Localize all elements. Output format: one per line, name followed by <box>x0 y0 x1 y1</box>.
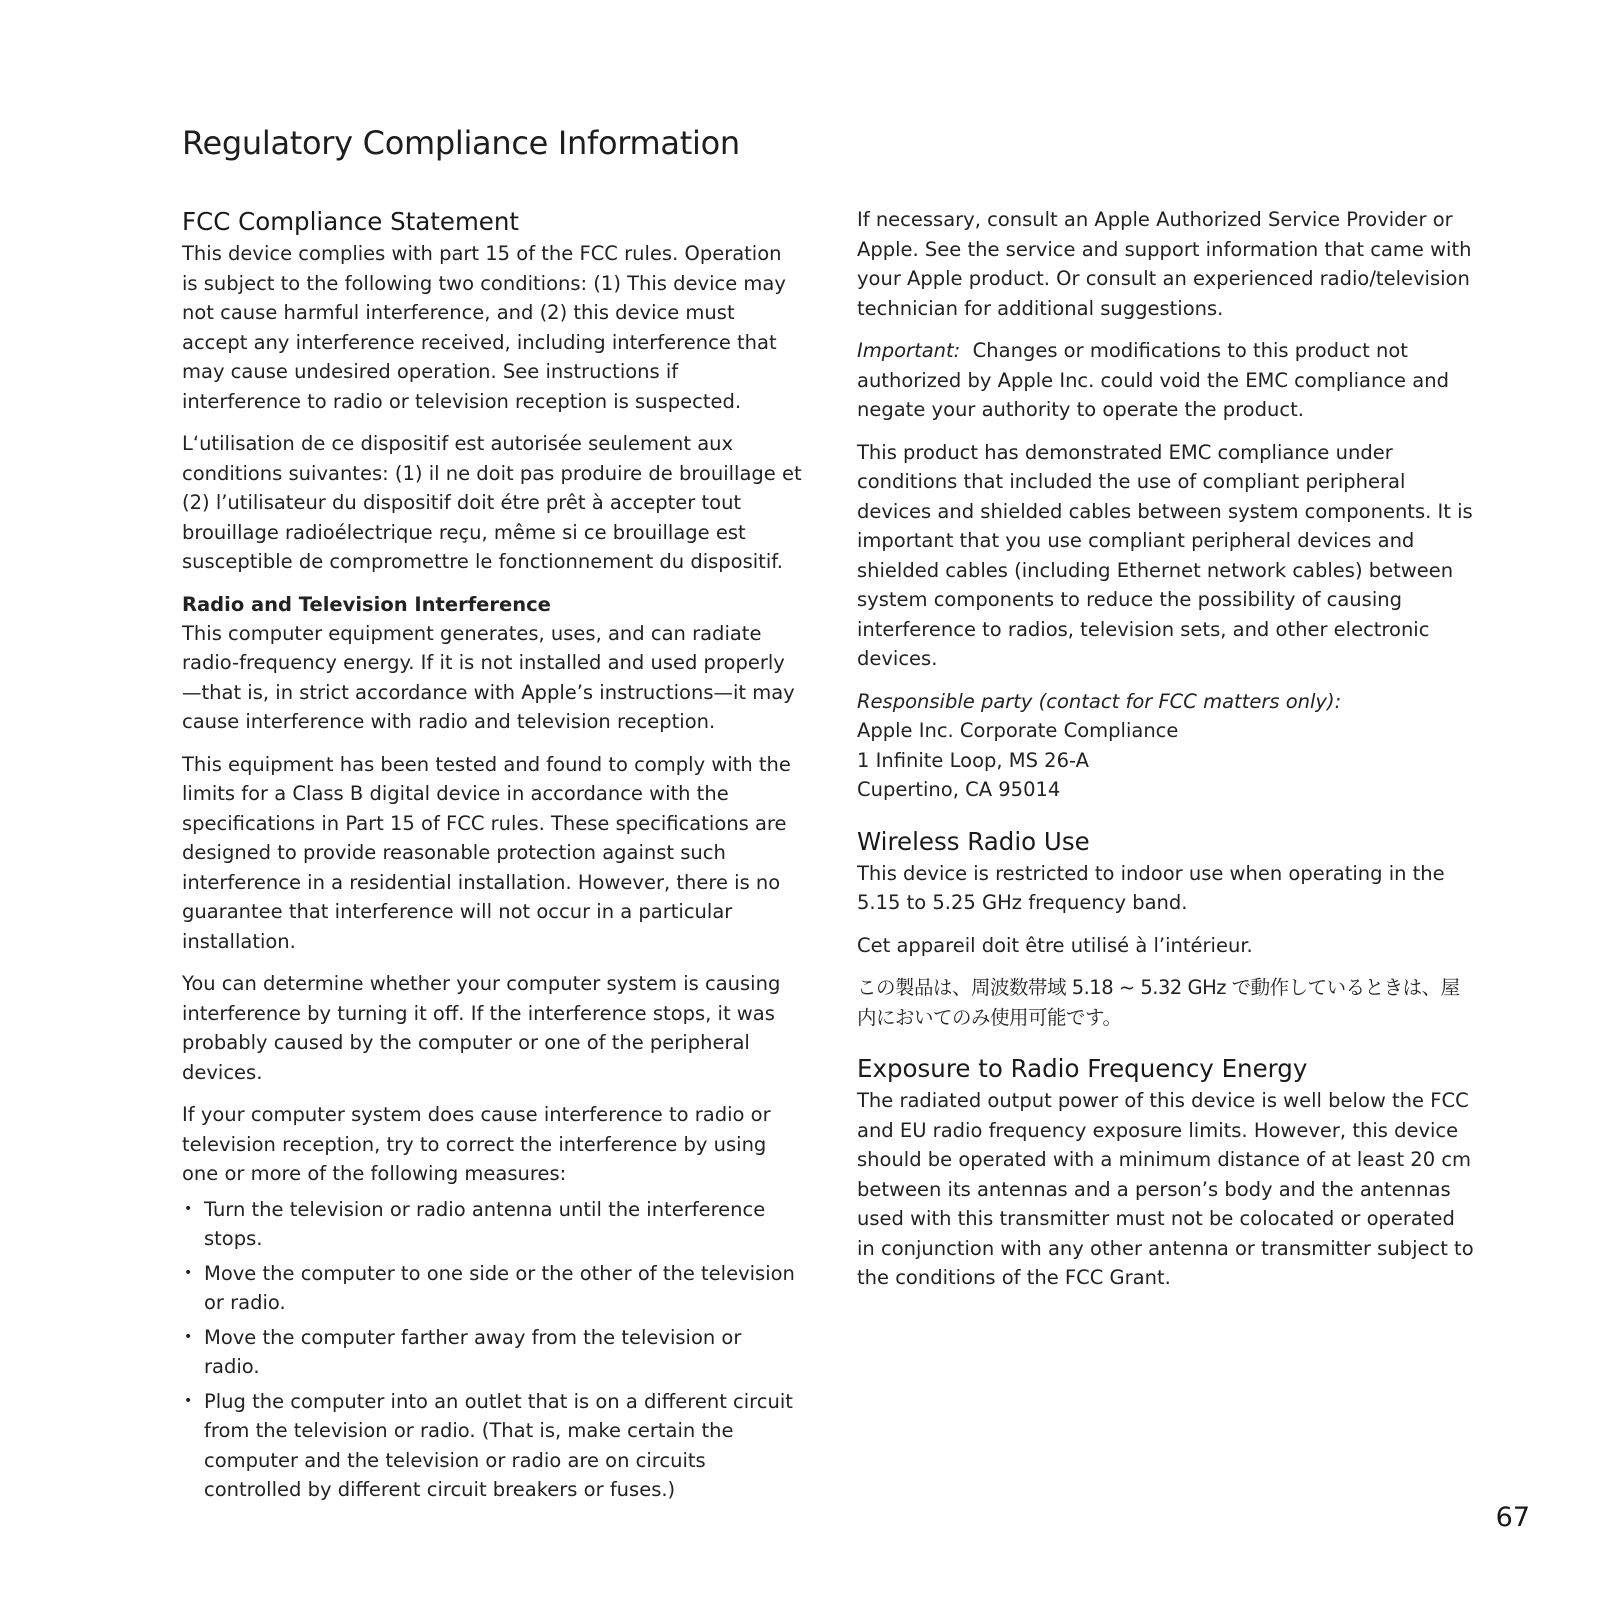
page-number: 67 <box>1495 1502 1530 1533</box>
important-text: Changes or modifications to this product not authorized by Apple Inc. could void the EMC compliance and negate your authority to operate the product. <box>857 339 1449 421</box>
list-item: • Plug the computer into an outlet that is on a different circuit from the television or radio. (That is, make certain the computer and the television or radio are on circuits controlled by different circuit breakers or fuses.) <box>182 1387 802 1505</box>
rtv-paragraph-3: You can determine whether your computer system is causing interference by turning it off. If the interference stops, it was probably caused by the computer or one of the peripheral devices. <box>182 972 781 1084</box>
wireless-paragraph: This device is restricted to indoor use when operating in the 5.15 to 5.25 GHz frequency band. <box>857 861 1445 914</box>
emc-paragraph: This product has demonstrated EMC compliance under conditions that included the use of compliant peripheral devices and shielded cables between system components. It is important that you use compliant peripheral devices and shielded cables (including Ethernet network cables) between system components to reduce the possibility of causing interference to radios, television sets, and other electronic devices. <box>857 440 1473 670</box>
consult-paragraph: If necessary, consult an Apple Authorized Service Provider or Apple. See the service and support information that came with your Apple product. Or consult an experienced radio/television technician for additional suggestions. <box>857 208 1472 320</box>
left-column <box>182 205 802 1510</box>
page-title: Regulatory Compliance Information <box>182 124 740 162</box>
radio-tv-interference-heading: Radio and Television Interference <box>182 592 551 616</box>
important-label: Important: <box>857 339 961 362</box>
list-item: • Turn the television or radio antenna until the interference stops. <box>182 1195 802 1254</box>
list-item: • Move the computer to one side or the other of the television or radio. <box>182 1259 802 1318</box>
wireless-french-paragraph: Cet appareil doit être utilisé à l’intérieur. <box>857 933 1253 957</box>
fcc-french-paragraph: L‘utilisation de ce dispositif est autorisée seulement aux conditions suivantes: (1) il ne doit pas produire de brouillage et (2) l’utilisateur du dispositif doit étre prêt à accepter tout brouillage radioélectrique reçu, même si ce brouillage est susceptible de compromettre le fonctionnement du dispositif. <box>182 432 802 573</box>
address-line-1: Apple Inc. Corporate Compliance <box>857 719 1179 742</box>
rtv-paragraph-4: If your computer system does cause interference to radio or television reception, try to correct the interference by using one or more of the following measures: <box>182 1103 771 1185</box>
address-line-2: 1 Infinite Loop, MS 26-A <box>857 748 1089 772</box>
rf-exposure-paragraph: The radiated output power of this device is well below the FCC and EU radio frequency exposure limits. However, this device should be operated with a minimum distance of at least 20 cm between its antennas and a person’s body and the antennas used with this transmitter must not be colocated or operated in conjunction with any other antenna or transmitter subject to the conditions of the FCC Grant. <box>857 1089 1474 1289</box>
wireless-japanese-paragraph: この製品は、周波数帯域 5.18 ~ 5.32 GHz で動作しているときは、屋内においてのみ使用可能です。 <box>857 976 1460 1029</box>
important-paragraph <box>857 336 1477 425</box>
fcc-compliance-heading: FCC Compliance Statement <box>182 207 520 236</box>
right-column <box>857 205 1477 1306</box>
fcc-paragraph: This device complies with part 15 of the FCC rules. Operation is subject to the following two conditions: (1) This device may not cause harmful interference, and (2) this device must accept any interference received, including interference that may cause undesired operation. See instructions if interference to radio or television reception is suspected. <box>182 242 786 413</box>
responsible-party-label: Responsible party (contact for FCC matters only): <box>857 689 1342 713</box>
rtv-paragraph-1: This computer equipment generates, uses, and can radiate radio-frequency energy. If it is not installed and used properly—that is, in strict accordance with Apple’s instructions—it may cause interference with radio and television reception. <box>182 621 795 733</box>
address-line-3: Cupertino, CA 95014 <box>857 778 1061 801</box>
measures-list <box>182 1195 802 1505</box>
rf-exposure-heading: Exposure to Radio Frequency Energy <box>857 1054 1308 1083</box>
rtv-paragraph-2: This equipment has been tested and found to comply with the limits for a Class B digital device in accordance with the specifications in Part 15 of FCC rules. These specifications are designed to provide reasonable protection against such interference in a residential installation. However, there is no guarantee that interference will not occur in a particular installation. <box>182 752 791 953</box>
list-item: • Move the computer farther away from the television or radio. <box>182 1323 802 1382</box>
wireless-radio-heading: Wireless Radio Use <box>857 826 1090 856</box>
